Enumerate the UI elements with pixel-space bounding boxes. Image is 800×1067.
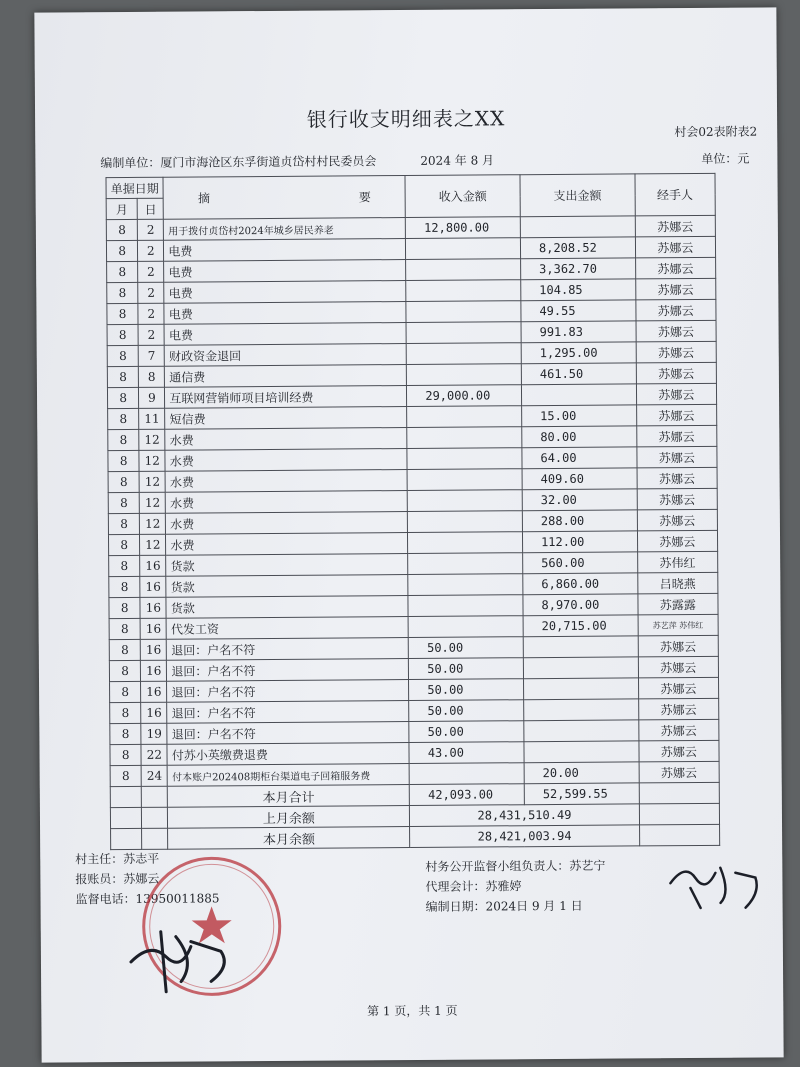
day-cell: 16 xyxy=(140,618,166,639)
handler-cell: 苏娜云 xyxy=(638,698,718,720)
summary-header xyxy=(163,176,405,220)
day-cell: 12 xyxy=(139,450,165,471)
month-cell: 8 xyxy=(109,660,140,681)
summary-cell: 互联网营销师项目培训经费 xyxy=(165,386,407,409)
income-cell xyxy=(408,553,523,575)
month-cell: 8 xyxy=(109,639,140,660)
day-cell: 16 xyxy=(140,555,166,576)
blank-cell xyxy=(142,828,168,849)
day-cell: 16 xyxy=(140,576,166,597)
expense-cell: 6,860.00 xyxy=(523,573,638,595)
day-cell: 24 xyxy=(141,765,167,786)
oversight-group-head: 村务公开监督小组负责人：苏艺宁 xyxy=(425,858,606,874)
expense-cell: 49.55 xyxy=(521,300,636,322)
handler-cell: 苏娜云 xyxy=(639,761,719,783)
income-cell: 50.00 xyxy=(409,721,524,743)
summary-cell: 代发工资 xyxy=(166,617,408,640)
month-cell: 8 xyxy=(106,219,137,240)
page-title: 银行收支明细表之XX xyxy=(306,106,506,132)
month-cell: 8 xyxy=(110,765,141,786)
month-cell: 8 xyxy=(108,513,139,534)
blank-cell xyxy=(142,807,168,828)
summary-cell: 货款 xyxy=(166,554,408,577)
handler-cell: 苏娜云 xyxy=(635,278,715,300)
income-cell xyxy=(406,343,521,365)
day-cell: 16 xyxy=(141,681,167,702)
handler-cell: 吕晓燕 xyxy=(637,572,717,594)
summary-cell: 货款 xyxy=(166,596,408,619)
handler-header: 经手人 xyxy=(635,173,716,216)
reimburser: 报账员：苏娜云 xyxy=(75,871,160,887)
summary-cell: 水费 xyxy=(166,512,408,535)
summary-cell: 通信费 xyxy=(165,365,407,388)
income-cell xyxy=(408,532,523,554)
ledger-table xyxy=(105,173,720,850)
this-balance-label: 本月余额 xyxy=(168,827,410,850)
handler-cell: 苏娜云 xyxy=(638,656,718,678)
income-cell xyxy=(409,763,524,785)
day-cell: 12 xyxy=(140,534,166,555)
day-cell: 8 xyxy=(139,366,165,387)
expense-cell xyxy=(523,678,638,700)
income-cell xyxy=(408,595,523,617)
day-cell: 12 xyxy=(140,513,166,534)
income-cell xyxy=(408,574,523,596)
summary-cell: 付本账户202408期柜台渠道电子回箱服务费 xyxy=(167,764,409,787)
month-cell: 8 xyxy=(109,597,140,618)
last-balance-label: 上月余额 xyxy=(168,806,410,829)
month-cell: 8 xyxy=(110,744,141,765)
date-group-header: 单据日期 xyxy=(106,177,164,198)
expense-cell: 560.00 xyxy=(523,552,638,574)
day-cell: 12 xyxy=(139,492,165,513)
expense-cell: 32.00 xyxy=(522,489,637,511)
day-cell: 16 xyxy=(140,597,166,618)
month-cell: 8 xyxy=(110,702,141,723)
month-cell: 8 xyxy=(110,723,141,744)
handler-cell: 苏娜云 xyxy=(638,635,718,657)
day-cell: 9 xyxy=(139,387,165,408)
report-period: 2024 年 8 月 xyxy=(420,153,495,168)
this-balance-row xyxy=(111,824,720,849)
expense-cell: 112.00 xyxy=(522,531,637,553)
handler-cell: 苏娜云 xyxy=(636,383,716,405)
expense-cell: 20,715.00 xyxy=(523,615,638,637)
day-cell: 2 xyxy=(138,240,164,261)
handler-cell: 苏娜云 xyxy=(637,530,717,552)
day-header: 日 xyxy=(137,198,163,219)
this-balance-value: 28,421,003.94 xyxy=(410,825,640,848)
form-code: 村会02表附表2 xyxy=(674,124,758,140)
summary-cell: 电费 xyxy=(164,323,406,346)
month-cell: 8 xyxy=(109,555,140,576)
day-cell: 22 xyxy=(141,744,167,765)
handler-cell: 苏娜云 xyxy=(638,677,718,699)
blank-cell xyxy=(142,786,168,807)
income-cell xyxy=(407,490,522,512)
handler-cell: 苏娜云 xyxy=(637,509,717,531)
day-cell: 11 xyxy=(139,408,165,429)
summary-header-left: 摘 xyxy=(197,191,211,206)
expense-cell xyxy=(523,657,638,679)
month-cell: 8 xyxy=(107,303,138,324)
handler-cell: 苏伟红 xyxy=(637,551,717,573)
month-cell: 8 xyxy=(109,618,140,639)
page-number: 第 1 页，共 1 页 xyxy=(367,1003,458,1019)
expense-cell: 15.00 xyxy=(522,405,637,427)
month-cell: 8 xyxy=(108,429,139,450)
month-cell: 8 xyxy=(108,534,139,555)
month-total-income: 42,093.00 xyxy=(410,784,525,806)
handler-cell: 苏娜云 xyxy=(635,257,715,279)
income-cell xyxy=(408,511,523,533)
blank-cell xyxy=(639,803,719,825)
month-cell: 8 xyxy=(107,366,138,387)
summary-cell: 退回：户名不符 xyxy=(167,701,409,724)
income-cell: 50.00 xyxy=(409,679,524,701)
expense-cell: 1,295.00 xyxy=(521,342,636,364)
expense-cell: 8,970.00 xyxy=(523,594,638,616)
handler-cell: 苏娜云 xyxy=(636,299,716,321)
expense-cell xyxy=(523,636,638,658)
ledger-body xyxy=(106,215,719,786)
summary-cell: 水费 xyxy=(166,533,408,556)
expense-cell: 8,208.52 xyxy=(520,237,635,259)
day-cell: 16 xyxy=(141,639,167,660)
expense-cell: 409.60 xyxy=(522,468,637,490)
income-cell xyxy=(406,259,521,281)
month-cell: 8 xyxy=(106,240,137,261)
day-cell: 12 xyxy=(139,471,165,492)
income-cell: 50.00 xyxy=(409,700,524,722)
summary-cell: 付苏小英缴费退费 xyxy=(167,743,409,766)
expense-cell xyxy=(521,384,636,406)
summary-cell: 退回：户名不符 xyxy=(167,722,409,745)
month-total-label: 本月合计 xyxy=(168,785,410,808)
summary-cell: 用于拨付贞岱村2024年城乡居民养老 xyxy=(164,218,406,241)
day-cell: 2 xyxy=(138,324,164,345)
day-cell: 19 xyxy=(141,723,167,744)
month-cell: 8 xyxy=(108,471,139,492)
day-cell: 2 xyxy=(138,282,164,303)
day-cell: 12 xyxy=(139,429,165,450)
month-cell: 8 xyxy=(107,282,138,303)
income-header: 收入金额 xyxy=(405,175,520,218)
day-cell: 16 xyxy=(141,660,167,681)
month-cell: 8 xyxy=(109,576,140,597)
day-cell: 2 xyxy=(138,261,164,282)
income-cell xyxy=(407,406,522,428)
expense-cell: 20.00 xyxy=(524,762,639,784)
expense-cell: 64.00 xyxy=(522,447,637,469)
ledger-sheet xyxy=(34,7,783,1062)
agent-accountant: 代理会计：苏雅婷 xyxy=(425,879,522,894)
income-cell: 50.00 xyxy=(409,658,524,680)
header-row xyxy=(106,173,715,198)
expense-cell xyxy=(520,216,635,238)
month-cell: 8 xyxy=(108,492,139,513)
supervisor-phone: 监督电话：13950011885 xyxy=(75,891,220,907)
summary-cell: 退回：户名不符 xyxy=(167,680,409,703)
village-head-signature xyxy=(121,911,242,1002)
blank-cell xyxy=(110,807,141,828)
blank-cell xyxy=(639,824,719,846)
last-balance-value: 28,431,510.49 xyxy=(410,804,640,827)
expense-cell: 104.85 xyxy=(521,279,636,301)
income-cell: 43.00 xyxy=(409,742,524,764)
expense-cell: 3,362.70 xyxy=(521,258,636,280)
compiling-unit: 编制单位：厦门市海沧区东孚街道贞岱村村民委员会 xyxy=(100,154,377,171)
month-cell: 8 xyxy=(107,261,138,282)
expense-header: 支出金额 xyxy=(520,174,635,217)
day-cell: 16 xyxy=(141,702,167,723)
month-cell: 8 xyxy=(108,450,139,471)
handler-cell: 苏娜云 xyxy=(638,719,718,741)
income-cell xyxy=(408,616,523,638)
day-cell: 7 xyxy=(138,345,164,366)
month-cell: 8 xyxy=(107,324,138,345)
month-cell: 8 xyxy=(108,408,139,429)
expense-cell: 80.00 xyxy=(522,426,637,448)
summary-cell: 水费 xyxy=(166,491,408,514)
handler-cell: 苏娜云 xyxy=(636,362,716,384)
income-cell xyxy=(406,322,521,344)
handler-cell: 苏娜云 xyxy=(636,404,716,426)
month-cell: 8 xyxy=(107,345,138,366)
day-cell: 2 xyxy=(138,219,164,240)
summary-cell: 电费 xyxy=(164,260,406,283)
handler-cell: 苏娜云 xyxy=(636,320,716,342)
handler-cell: 苏娜云 xyxy=(635,236,715,258)
handler-cell: 苏露露 xyxy=(638,593,718,615)
income-cell: 12,800.00 xyxy=(406,217,521,239)
expense-cell xyxy=(524,699,639,721)
income-cell xyxy=(406,280,521,302)
summary-cell: 短信费 xyxy=(165,407,407,430)
income-cell xyxy=(407,469,522,491)
income-cell xyxy=(406,238,521,260)
summary-cell: 货款 xyxy=(166,575,408,598)
oversight-head-signature xyxy=(660,847,770,918)
month-cell: 8 xyxy=(107,387,138,408)
handler-cell: 苏娜云 xyxy=(639,740,719,762)
income-cell: 29,000.00 xyxy=(407,385,522,407)
income-cell: 50.00 xyxy=(408,637,523,659)
income-cell xyxy=(407,448,522,470)
handler-cell: 苏艺萍 苏伟红 xyxy=(638,614,718,636)
summary-cell: 退回：户名不符 xyxy=(167,638,409,661)
expense-cell: 288.00 xyxy=(522,510,637,532)
summary-cell: 水费 xyxy=(165,449,407,472)
income-cell xyxy=(407,364,522,386)
summary-header-right: 要 xyxy=(358,190,371,205)
summary-cell: 电费 xyxy=(164,281,406,304)
expense-cell xyxy=(524,741,639,763)
summary-cell: 电费 xyxy=(164,302,406,325)
summary-cell: 水费 xyxy=(165,428,407,451)
expense-cell: 991.83 xyxy=(521,321,636,343)
village-head: 村主任：苏志平 xyxy=(75,851,160,867)
handler-cell: 苏娜云 xyxy=(637,467,717,489)
blank-cell xyxy=(111,828,142,849)
blank-cell xyxy=(110,786,141,807)
summary-cell: 财政资金退回 xyxy=(165,344,407,367)
summary-cell: 水费 xyxy=(165,470,407,493)
compile-date: 编制日期：2024日 9 月 1 日 xyxy=(425,898,583,914)
currency-unit: 单位：元 xyxy=(701,151,750,166)
month-header: 月 xyxy=(106,198,137,219)
handler-cell: 苏娜云 xyxy=(635,215,715,237)
handler-cell: 苏娜云 xyxy=(637,488,717,510)
income-cell xyxy=(406,301,521,323)
month-cell: 8 xyxy=(110,681,141,702)
handler-cell: 苏娜云 xyxy=(636,425,716,447)
handler-cell: 苏娜云 xyxy=(637,446,717,468)
day-cell: 2 xyxy=(138,303,164,324)
summary-cell: 电费 xyxy=(164,239,406,262)
blank-cell xyxy=(639,782,719,804)
summary-cell: 退回：户名不符 xyxy=(167,659,409,682)
expense-cell xyxy=(524,720,639,742)
expense-cell: 461.50 xyxy=(521,363,636,385)
income-cell xyxy=(407,427,522,449)
handler-cell: 苏娜云 xyxy=(636,341,716,363)
month-total-expense: 52,599.55 xyxy=(524,783,639,805)
